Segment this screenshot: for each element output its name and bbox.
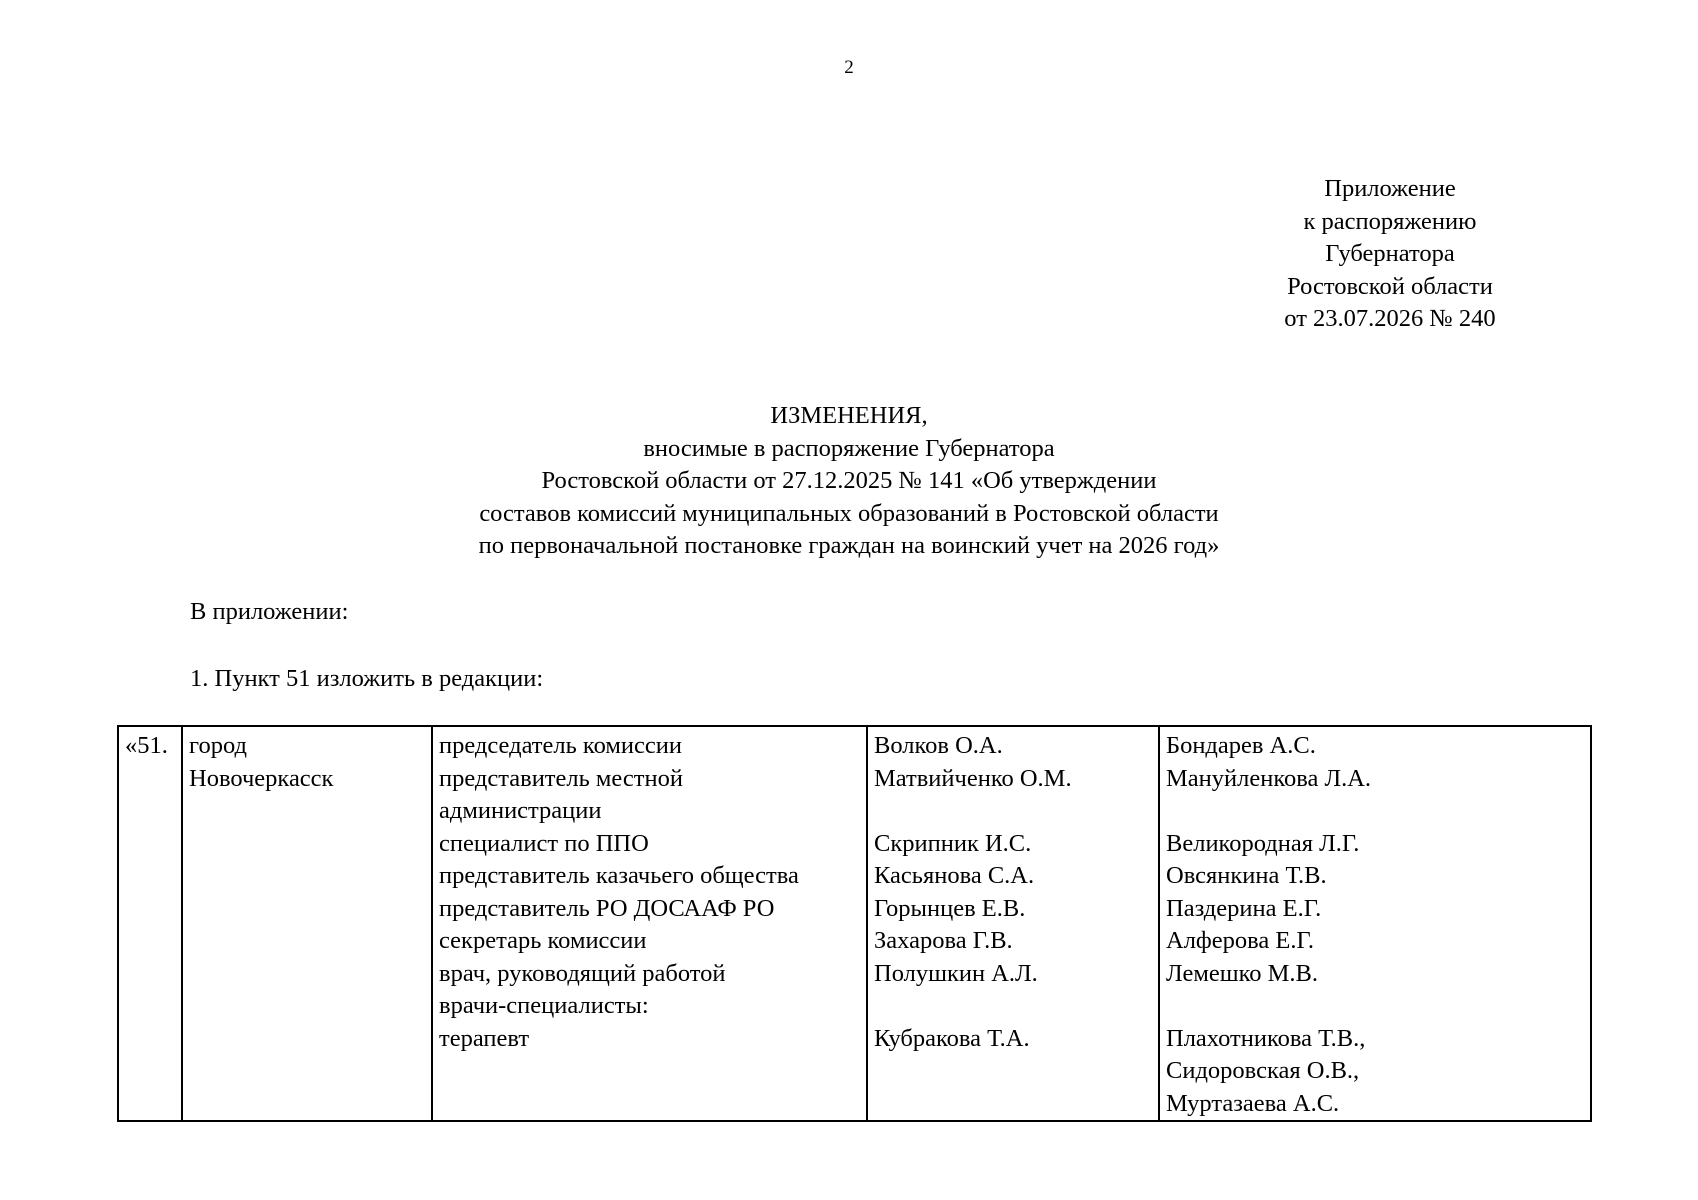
reserve-line [1166,990,1584,1023]
appendix-line: Губернатора [1325,240,1455,267]
role-line: врачи-специалисты: [439,992,649,1019]
reserves-cell [1159,726,1591,1121]
title-line: Ростовской области от 27.12.2025 № 141 «Об утверждении [541,467,1157,494]
municipality-cell [182,726,432,1121]
point-1-paragraph: 1. Пункт 51 изложить в редакции: [190,665,544,692]
appendix-line: Ростовской области [1287,272,1493,300]
member-line: Матвийченко О.М. [874,764,1072,792]
reserve-line: Алферова Е.Г. [1166,927,1315,954]
role-line [439,1055,860,1088]
intro-paragraph: В приложении: [190,598,349,625]
reserve-line: Бондарев А.С. [1166,732,1316,759]
reserve-line: Муртазаева А.С. [1166,1089,1340,1117]
member-line: Волков О.А. [874,732,1003,759]
members-cell [867,726,1159,1121]
reserve-line: Сидоровская О.В., [1166,1057,1360,1084]
member-line: Касьянова С.А. [874,862,1035,889]
member-line [874,795,1152,828]
item-number-cell [118,726,182,1121]
member-line: Скрипник И.С. [874,829,1032,857]
reserve-line: Плахотникова Т.В., [1166,1024,1366,1052]
role-line: врач, руководящий работой [439,959,726,987]
member-line [874,1055,1152,1088]
member-line: Кубракова Т.А. [874,1024,1030,1052]
appendix-header [1240,173,1540,336]
title-line: по первоначальной постановке граждан на воинский учет на 2026 год» [478,532,1220,559]
appendix-line: Приложение [1324,175,1456,202]
role-line: терапевт [439,1024,530,1052]
reserve-line: Великородная Л.Г. [1166,829,1360,857]
member-line: Полушкин А.Л. [874,959,1038,987]
roles-cell [432,726,867,1121]
reserve-line: Мануйленкова Л.А. [1166,764,1372,792]
reserve-line [1166,795,1584,828]
appendix-line: к распоряжению [1303,207,1477,235]
role-line: администрации [439,797,602,824]
role-line [439,1088,860,1121]
member-line [874,990,1152,1023]
commission-table [117,725,1592,1122]
role-line: секретарь комиссии [439,927,647,954]
municipality-line: Новочеркасск [189,764,334,792]
item-number: «51. [125,732,168,759]
table-row [118,726,1591,1121]
reserve-line: Паздерина Е.Г. [1166,894,1322,922]
role-line: представитель РО ДОСААФ РО [439,894,775,922]
title-line: вносимые в распоряжение Губернатора [643,434,1055,462]
title-heading: ИЗМЕНЕНИЯ, [770,402,928,429]
role-line: представитель местной [439,764,683,792]
role-line: специалист по ППО [439,829,649,857]
member-line: Горынцев Е.В. [874,894,1026,922]
role-line: председатель комиссии [439,732,682,759]
reserve-line: Лемешко М.В. [1166,959,1318,987]
municipality-line: город [189,732,247,759]
reserve-line: Овсянкина Т.В. [1166,862,1327,889]
role-line: представитель казачьего общества [439,862,799,889]
page-number: 2 [844,57,854,78]
member-line [874,1088,1152,1121]
document-title [0,400,1698,563]
appendix-line: от 23.07.2026 № 240 [1284,305,1496,332]
title-line: составов комиссий муниципальных образований в Ростовской области [479,499,1219,527]
member-line: Захарова Г.В. [874,927,1013,954]
